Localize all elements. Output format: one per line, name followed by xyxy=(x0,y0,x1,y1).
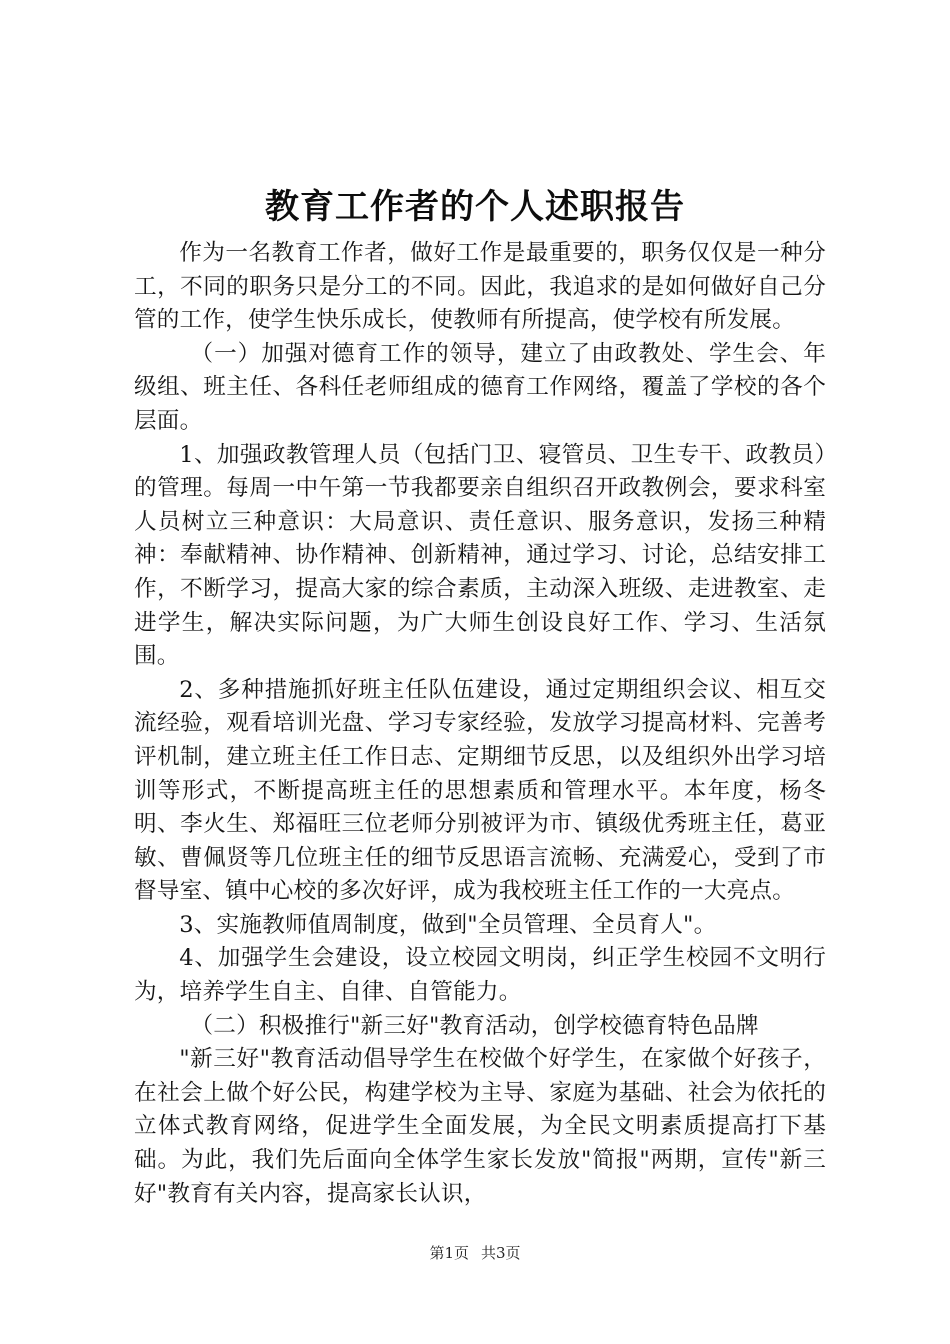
paragraph-item-1: 1、加强政教管理人员（包括门卫、寝管员、卫生专干、政教员）的管理。每周一中午第一节我都要亲自组织召开政教例会，要求科室人员树立三种意识：大局意识、责任意识、服务意识，发扬三种精神：奉献精神、协作精神、创新精神，通过学习、讨论，总结安排工作，不断学习，提高大家的综合素质，主动深入班级、走进教室、走进学生，解决实际问题，为广大师生创设良好工作、学习、生活氛围。 xyxy=(134,441,826,670)
paragraph-item-4: 4、加强学生会建设，设立校园文明岗，纠正学生校园不文明行为，培养学生自主、自律、自管能力。 xyxy=(134,945,826,1006)
paragraph-intro: 作为一名教育工作者，做好工作是最重要的，职务仅仅是一种分工，不同的职务只是分工的不同。因此，我追求的是如何做好自己分管的工作，使学生快乐成长，使教师有所提高，使学校有所发展。 xyxy=(134,240,826,334)
paragraph-item-2: 2、多种措施抓好班主任队伍建设，通过定期组织会议、相互交流经验，观看培训光盘、学习专家经验，发放学习提高材料、完善考评机制，建立班主任工作日志、定期细节反思，以及组织外出学习培训等形式，不断提高班主任的思想素质和管理水平。本年度，杨冬明、李火生、郑福旺三位老师分别被评为市、镇级优秀班主任，葛亚敏、曹佩贤等几位班主任的细节反思语言流畅、充满爱心，受到了市督导室、镇中心校的多次好评，成为我校班主任工作的一大亮点。 xyxy=(134,676,826,905)
page-number-current: 第1页 xyxy=(429,1244,469,1262)
paragraph-new-three-good: "新三好"教育活动倡导学生在校做个好学生，在家做个好孩子，在社会上做个好公民，构建学校为主导、家庭为基础、社会为依托的立体式教育网络，促进学生全面发展，为全民文明素质提高打下基础。为此，我们先后面向全体学生家长发放"简报"两期，宣传"新三好"教育有关内容，提高家长认识， xyxy=(134,1046,826,1207)
document-title: 教育工作者的个人述职报告 xyxy=(265,187,685,227)
paragraph-section-1: （一）加强对德育工作的领导，建立了由政教处、学生会、年级组、班主任、各科任老师组成的德育工作网络，覆盖了学校的各个层面。 xyxy=(134,340,826,434)
paragraph-item-3: 3、实施教师值周制度，做到"全员管理、全员育人"。 xyxy=(179,911,717,938)
page-number-total: 共3页 xyxy=(481,1244,521,1262)
document-body xyxy=(134,237,826,1211)
paragraph-section-2: （二）积极推行"新三好"教育活动，创学校德育特色品牌 xyxy=(190,1012,759,1039)
page-footer xyxy=(0,1242,950,1264)
